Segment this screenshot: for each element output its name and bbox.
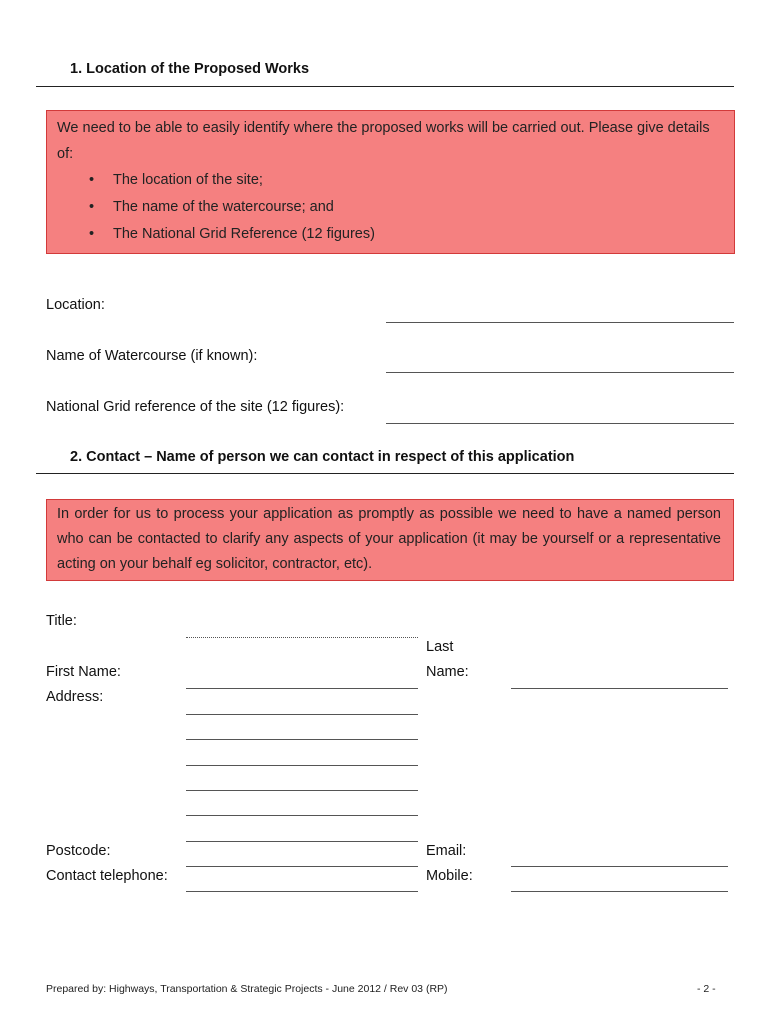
last-name-field[interactable] (511, 688, 728, 689)
footer-prepared-by: Prepared by: Highways, Transportation & Strategic Projects - June 2012 / Rev 03 (RP) (46, 983, 448, 995)
address-line-4-field[interactable] (186, 790, 418, 791)
grid-reference-field[interactable] (386, 423, 734, 424)
list-item: • The location of the site; (57, 167, 724, 194)
contact-telephone-label: Contact telephone: (46, 868, 168, 884)
mobile-field[interactable] (511, 891, 728, 892)
address-line-5-field[interactable] (186, 815, 418, 816)
bullet-icon: • (89, 199, 95, 215)
bullet-icon: • (89, 226, 95, 242)
list-item: • The name of the watercourse; and (57, 194, 724, 221)
contact-telephone-field[interactable] (186, 891, 418, 892)
contact-info-box (46, 499, 734, 581)
last-name-label-line2: Name: (426, 664, 469, 680)
title-field[interactable] (186, 637, 418, 638)
contact-info-text: In order for us to process your application as promptly as possible we need to have a named person who can be contacted to clarify any aspects of your application (it may be yourself or a representative acting on your behalf eg solicitor, contractor, etc). (57, 506, 721, 572)
location-info-text: We need to be able to easily identify where the proposed works will be carried out. Please give details of: (57, 120, 710, 162)
title-label: Title: (46, 613, 77, 629)
email-field[interactable] (511, 866, 728, 867)
address-line-1-field[interactable] (186, 714, 418, 715)
postcode-field[interactable] (186, 866, 418, 867)
address-line-6-field[interactable] (186, 841, 418, 842)
location-label: Location: (46, 297, 105, 313)
address-label: Address: (46, 689, 104, 705)
address-line-3-field[interactable] (186, 765, 418, 766)
first-name-label: First Name: (46, 664, 121, 680)
section-1-heading: 1. Location of the Proposed Works (70, 61, 310, 77)
footer-page-number: - 2 - (697, 983, 716, 995)
location-field[interactable] (386, 322, 734, 323)
location-info-list (57, 167, 724, 248)
address-line-2-field[interactable] (186, 739, 418, 740)
watercourse-label: Name of Watercourse (if known): (46, 348, 258, 364)
postcode-label: Postcode: (46, 843, 111, 859)
watercourse-field[interactable] (386, 372, 734, 373)
section-1-divider (36, 86, 734, 87)
last-name-label-line1: Last (426, 639, 454, 655)
mobile-label: Mobile: (426, 868, 473, 884)
first-name-field[interactable] (186, 688, 418, 689)
bullet-icon: • (89, 172, 95, 188)
section-2-heading: 2. Contact – Name of person we can contact in respect of this application (70, 449, 575, 465)
location-info-box (46, 110, 735, 254)
section-2-divider (36, 473, 734, 474)
list-item: • The National Grid Reference (12 figures) (57, 221, 724, 248)
email-label: Email: (426, 843, 467, 859)
grid-reference-label: National Grid reference of the site (12 figures): (46, 399, 345, 415)
